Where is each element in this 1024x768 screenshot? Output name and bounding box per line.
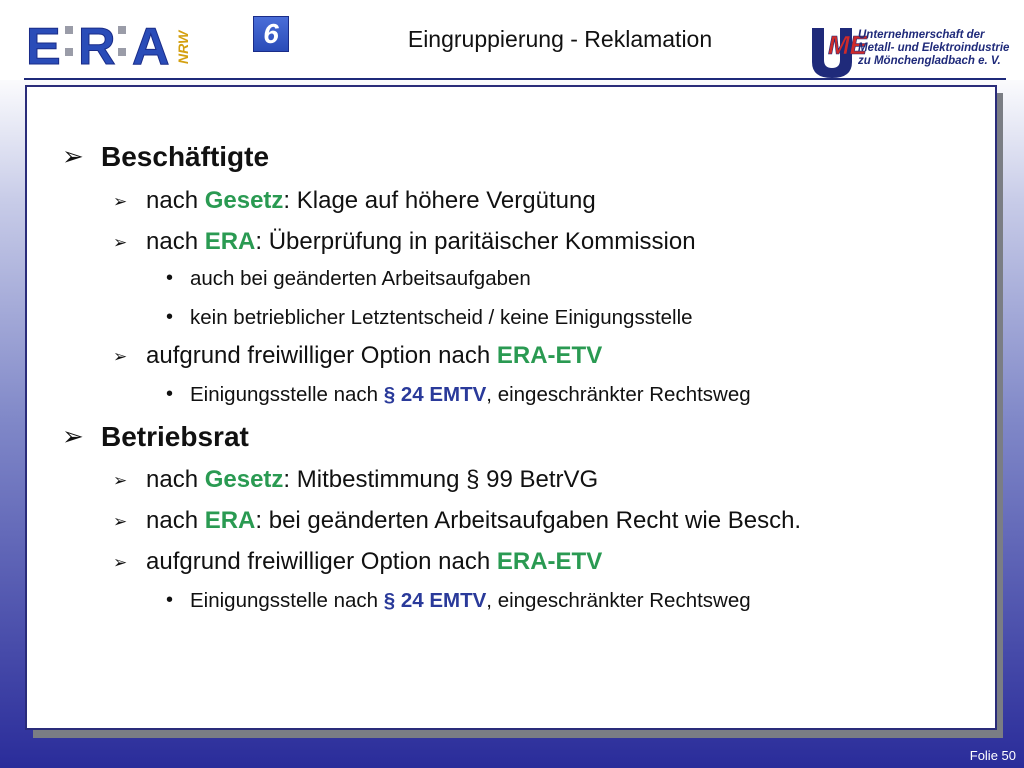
bullet-dot-icon: •: [166, 267, 174, 289]
bullet-dot-icon: •: [166, 383, 174, 405]
list-item: nach Gesetz: Klage auf höhere Vergütung: [146, 187, 596, 214]
list-subitem: auch bei geänderten Arbeitsaufgaben: [190, 267, 531, 290]
list-subitem: Einigungsstelle nach § 24 EMTV, eingeschränkter Rechtsweg: [190, 383, 751, 406]
slide-footer: Folie 50: [969, 748, 1016, 763]
section-heading-betriebsrat: Betriebsrat: [101, 421, 249, 452]
era-letter-a: A: [132, 18, 170, 72]
arrow-bullet-icon: ➢: [113, 512, 128, 531]
content-panel: [25, 85, 997, 730]
list-item: aufgrund freiwilliger Option nach ERA-ETV: [146, 548, 603, 575]
nrw-mark: NRW: [175, 30, 191, 64]
section-heading-beschaeftigte: Beschäftigte: [101, 141, 270, 172]
arrow-bullet-icon: ➢: [62, 141, 84, 171]
list-subitem: Einigungsstelle nach § 24 EMTV, eingeschränkter Rechtsweg: [190, 589, 751, 612]
arrow-bullet-icon: ➢: [113, 233, 128, 252]
list-subitem: kein betrieblicher Letztentscheid / keine Einigungsstelle: [190, 306, 693, 329]
bullet-dot-icon: •: [166, 306, 174, 328]
arrow-bullet-icon: ➢: [113, 347, 128, 366]
era-letter-e: E: [26, 18, 61, 72]
list-item: nach ERA: bei geänderten Arbeitsaufgaben Recht wie Besch.: [146, 507, 802, 534]
header: [0, 0, 1024, 80]
ume-organization-name: Unternehmerschaft der Metall- und Elektroindustrie zu Mönchengladbach e. V.: [858, 29, 1010, 67]
era-letter-r: R: [78, 18, 116, 72]
bullet-dot-icon: •: [166, 589, 174, 611]
arrow-bullet-icon: ➢: [113, 471, 128, 490]
list-item: aufgrund freiwilliger Option nach ERA-ETV: [146, 342, 603, 369]
slide-number-badge: 6: [253, 16, 289, 52]
era-logo: [24, 12, 194, 72]
ume-mark: ME: [828, 30, 867, 60]
list-item: nach ERA: Überprüfung in paritäischer Kommission: [146, 228, 696, 255]
arrow-bullet-icon: ➢: [113, 192, 128, 211]
header-divider: [24, 78, 1006, 80]
list-item: nach Gesetz: Mitbestimmung § 99 BetrVG: [146, 466, 599, 493]
arrow-bullet-icon: ➢: [62, 421, 84, 451]
page-title: Eingruppierung - Reklamation: [407, 26, 713, 52]
arrow-bullet-icon: ➢: [113, 553, 128, 572]
